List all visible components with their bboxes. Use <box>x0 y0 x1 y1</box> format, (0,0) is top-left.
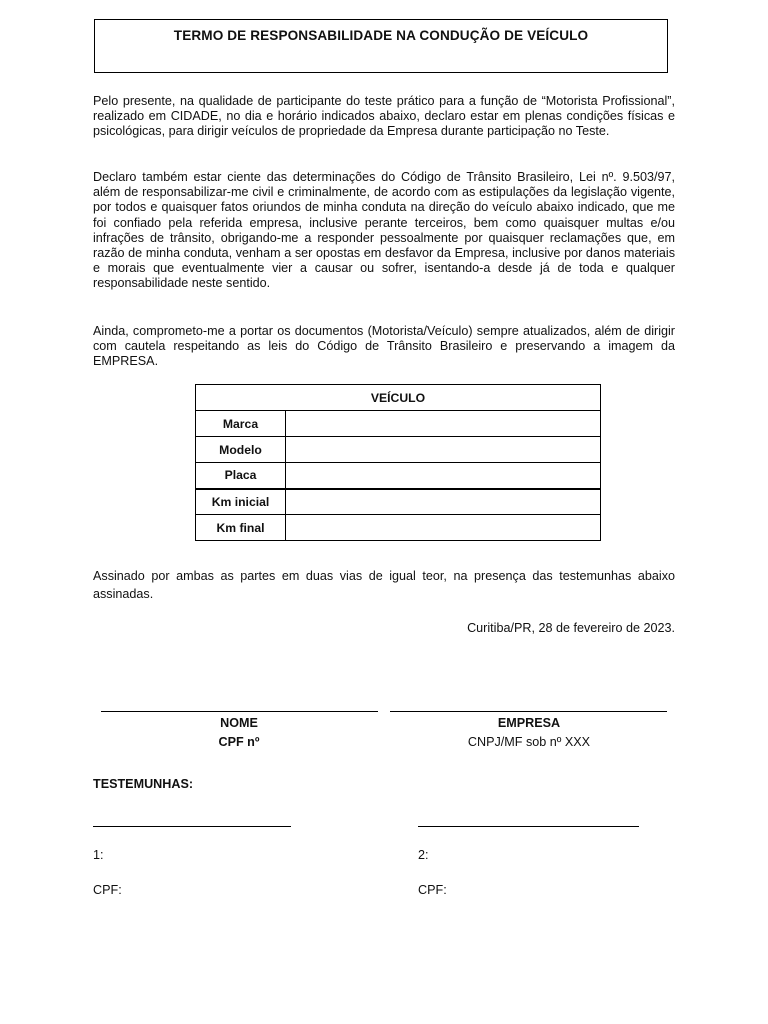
signature-cpf-label: CPF nº <box>218 735 260 749</box>
witness-1-cpf-label: CPF: <box>93 883 122 897</box>
paragraph-traffic-code: Declaro também estar ciente das determinações do Código de Trânsito Brasileiro, Lei nº. 9.503/97, além de responsabilizar-me civil e criminalmente, de acordo com as estipulações da legislação vigente, por todos e quaisquer fatos oriundos de minha conduta na direção do veículo abaixo indicado, que me foi confiado pela referida empresa, inclusive perante terceiros, bem como quaisquer multas e/ou infrações de trânsito, obrigando-me a responder pessoalmente por quaisquer reclamações que, em razão de minha conduta, venham a ser opostas em desfavor da Empresa, inclusive por danos materiais e morais que eventualmente vier a causar ou sofrer, isentando-a desde já de toda e qualquer responsabilidade neste sentido. <box>93 170 675 291</box>
paragraph-commitment: Ainda, comprometo-me a portar os documentos (Motorista/Veículo) sempre atualizados, além de dirigir com cautela respeitando as leis do Código de Trânsito Brasileiro e preservando a imagem da EMPRESA. <box>93 324 675 369</box>
witness-2-label: 2: <box>418 848 429 862</box>
table-row <box>196 515 601 541</box>
date-line: Curitiba/PR, 28 de fevereiro de 2023. <box>467 621 675 635</box>
value-cell-marca[interactable] <box>286 411 601 437</box>
signature-name-label: NOME <box>220 716 258 730</box>
paragraph-closing: Assinado por ambas as partes em duas vias de igual teor, na presença das testemunhas abaixo assinadas. <box>93 569 675 601</box>
witnesses-title: TESTEMUNHAS: <box>93 777 194 791</box>
document-title: TERMO DE RESPONSABILIDADE NA CONDUÇÃO DE VEÍCULO <box>173 28 589 43</box>
table-row <box>196 489 601 515</box>
witness-2-cpf-label: CPF: <box>418 883 447 897</box>
table-row <box>196 411 601 437</box>
vehicle-table <box>195 384 601 541</box>
witness-2-signature-line <box>418 826 639 827</box>
table-row <box>196 463 601 489</box>
vehicle-table-header: VEÍCULO <box>196 385 601 411</box>
value-cell-km-final[interactable] <box>286 515 601 541</box>
value-cell-modelo[interactable] <box>286 437 601 463</box>
title-box <box>94 19 668 73</box>
value-cell-placa[interactable] <box>286 463 601 489</box>
row-label-km-final: Km final <box>196 515 286 541</box>
value-cell-km-inicial[interactable] <box>286 489 601 515</box>
witness-1-signature-line <box>93 826 291 827</box>
row-label-marca: Marca <box>196 411 286 437</box>
signature-line-participant <box>101 711 378 712</box>
signature-line-company <box>390 711 667 712</box>
witness-1-label: 1: <box>93 848 104 862</box>
row-label-modelo: Modelo <box>196 437 286 463</box>
table-row <box>196 437 601 463</box>
signature-cnpj-label: CNPJ/MF sob nº XXX <box>467 735 591 749</box>
row-label-placa: Placa <box>196 463 286 489</box>
signature-company-label: EMPRESA <box>497 716 561 730</box>
paragraph-declaration: Pelo presente, na qualidade de participante do teste prático para a função de “Motorista Profissional”, realizado em CIDADE, no dia e horário indicados abaixo, declaro estar em plenas condições físicas e psicológicas, para dirigir veículos de propriedade da Empresa durante participação no Teste. <box>93 94 675 139</box>
row-label-km-inicial: Km inicial <box>196 489 286 515</box>
